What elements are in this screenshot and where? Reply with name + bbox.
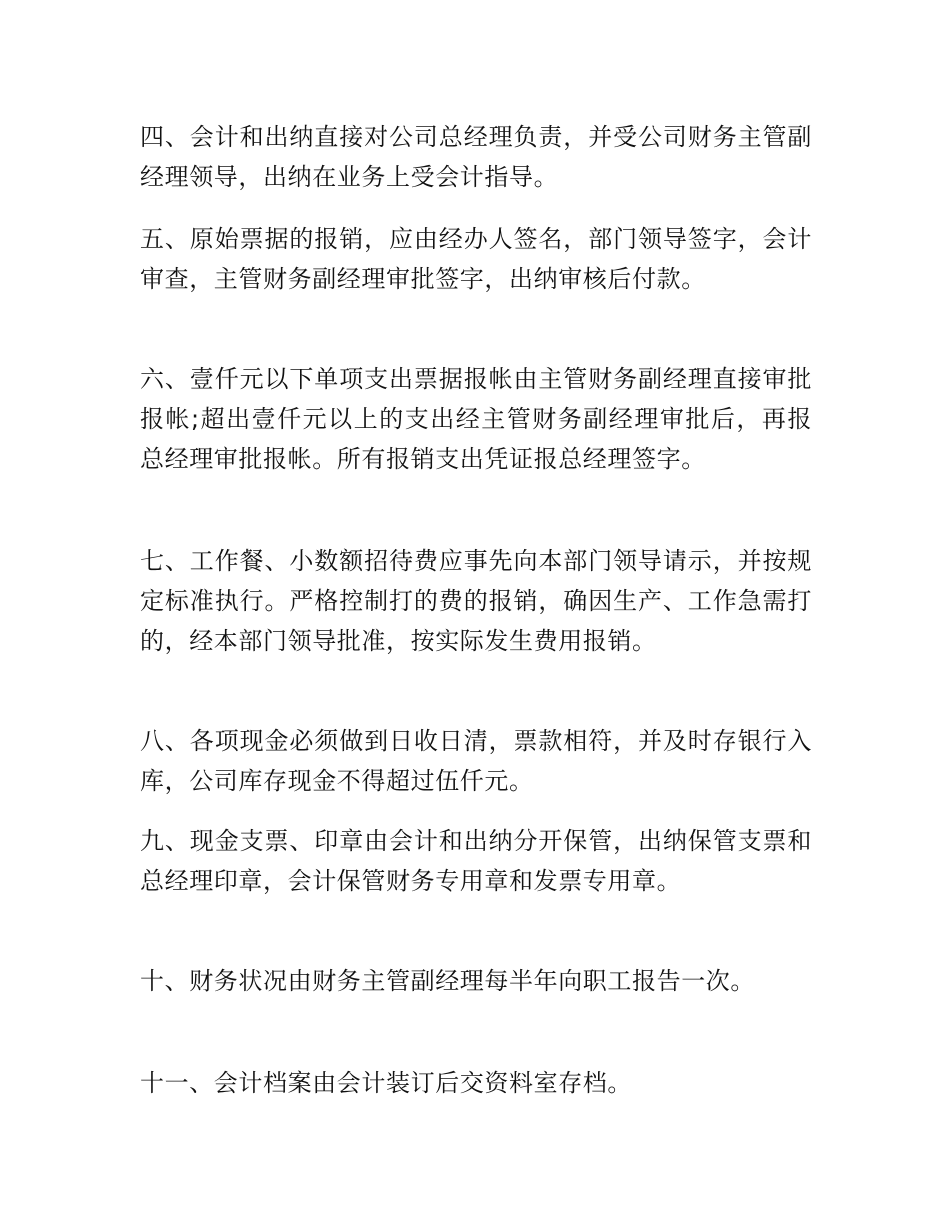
paragraph-rule-6: 六、壹仟元以下单项支出票据报帐由主管财务副经理直接审批报帐;超出壹仟元以上的支出经主管财务副经理审批后，再报总经理审批报帐。所有报销支出凭证报总经理签字。 <box>140 365 812 473</box>
paragraph-rule-4: 四、会计和出纳直接对公司总经理负责，并受公司财务主管副经理领导，出纳在业务上受会计指导。 <box>140 123 812 191</box>
paragraph-rule-8: 八、各项现金必须做到日收日清，票款相符，并及时存银行入库，公司库存现金不得超过伍仟元。 <box>140 727 812 795</box>
paragraph-rule-11: 十一、会计档案由会计装订后交资料室存档。 <box>140 1069 632 1097</box>
paragraph-rule-5: 五、原始票据的报销，应由经办人签名，部门领导签字，会计审查，主管财务副经理审批签字，出纳审核后付款。 <box>140 225 812 293</box>
paragraph-rule-7: 七、工作餐、小数额招待费应事先向本部门领导请示，并按规定标准执行。严格控制打的费的报销，确因生产、工作急需打的，经本部门领导批准，按实际发生费用报销。 <box>140 547 812 655</box>
paragraph-rule-10: 十、财务状况由财务主管副经理每半年向职工报告一次。 <box>140 967 755 995</box>
paragraph-rule-9: 九、现金支票、印章由会计和出纳分开保管，出纳保管支票和总经理印章，会计保管财务专用章和发票专用章。 <box>140 827 812 895</box>
